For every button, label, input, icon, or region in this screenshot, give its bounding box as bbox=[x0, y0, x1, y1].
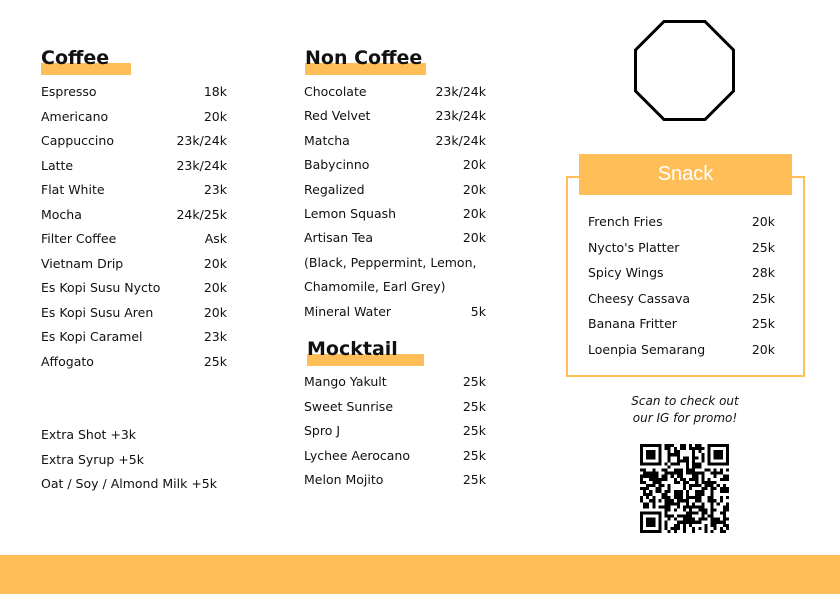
menu-item-price: 20k bbox=[751, 341, 775, 357]
menu-item bbox=[41, 256, 227, 271]
menu-item bbox=[304, 84, 486, 99]
menu-item-name: Spicy Wings bbox=[588, 265, 664, 280]
menu-item-name: Mineral Water bbox=[304, 303, 392, 319]
menu-item-price: 20k bbox=[203, 280, 227, 295]
non-coffee-title: Non Coffee bbox=[305, 47, 423, 69]
menu-item-name: Artisan Tea bbox=[304, 230, 373, 246]
menu-item bbox=[41, 280, 227, 295]
menu-item-price: 28k bbox=[751, 265, 775, 280]
menu-item bbox=[588, 316, 775, 331]
octagon-logo-icon bbox=[634, 20, 735, 121]
menu-item-name: Sweet Sunrise bbox=[304, 398, 394, 414]
menu-item bbox=[588, 240, 775, 255]
menu-item-name: Cheesy Cassava bbox=[588, 290, 691, 306]
coffee-title: Coffee bbox=[41, 47, 110, 69]
menu-item-name: Es Kopi Susu Nycto bbox=[41, 280, 161, 295]
menu-item-name: Loenpia Semarang bbox=[588, 341, 706, 357]
menu-item-price: 20k bbox=[462, 181, 486, 197]
menu-item bbox=[41, 207, 227, 222]
menu-item-name: Lychee Aerocano bbox=[304, 447, 410, 463]
menu-item bbox=[304, 230, 486, 245]
menu-item-name: Chamomile, Earl Grey) bbox=[304, 279, 446, 295]
menu-item-name: Red Velvet bbox=[304, 108, 371, 124]
menu-item bbox=[304, 423, 486, 438]
menu-item bbox=[41, 158, 227, 173]
menu-item-price: 5k bbox=[470, 303, 486, 319]
menu-item-price: 18k bbox=[203, 84, 227, 99]
menu-item-name: Nycto's Platter bbox=[588, 239, 680, 255]
menu-item bbox=[304, 374, 486, 389]
menu-item bbox=[588, 291, 775, 306]
menu-item-price: 25k bbox=[751, 239, 775, 255]
menu-item bbox=[304, 157, 486, 172]
non-coffee-heading bbox=[305, 47, 422, 69]
menu-item-name: Mango Yakult bbox=[304, 374, 387, 389]
menu-item bbox=[588, 214, 775, 229]
menu-item-price: 23k bbox=[203, 182, 227, 197]
menu-item-name: Es Kopi Susu Aren bbox=[41, 304, 154, 320]
menu-item-price: 20k bbox=[203, 304, 227, 320]
menu-item-name: Latte bbox=[41, 157, 74, 173]
menu-item-price: 25k bbox=[751, 290, 775, 306]
menu-item-price: 23k bbox=[203, 329, 227, 344]
menu-item bbox=[588, 265, 775, 280]
menu-item-price: 23k/24k bbox=[435, 108, 486, 124]
menu-item bbox=[304, 108, 486, 123]
menu-item-price: 25k bbox=[462, 374, 486, 389]
menu-item-name: Vietnam Drip bbox=[41, 255, 124, 271]
promo-text-line-1: Scan to check out bbox=[631, 394, 739, 408]
menu-item-name: Melon Mojito bbox=[304, 472, 384, 487]
menu-item bbox=[304, 182, 486, 197]
menu-item bbox=[588, 342, 775, 357]
menu-item-name: Es Kopi Caramel bbox=[41, 329, 143, 344]
menu-item bbox=[41, 329, 227, 344]
milk-option-note: Oat / Soy / Almond Milk +5k bbox=[41, 476, 217, 491]
menu-item-name: Flat White bbox=[41, 182, 105, 197]
menu-item-name: Espresso bbox=[41, 84, 97, 99]
coffee-heading bbox=[41, 47, 109, 69]
menu-item bbox=[41, 231, 227, 246]
menu-item bbox=[41, 182, 227, 197]
menu-item-price: 20k bbox=[751, 214, 775, 229]
menu-item-price: 25k bbox=[462, 423, 486, 438]
mocktail-heading bbox=[307, 338, 398, 360]
menu-item-price: 23k/24k bbox=[435, 84, 486, 99]
menu-item-price: 23k/24k bbox=[176, 133, 227, 148]
snack-title-tab bbox=[579, 154, 792, 195]
menu-item-price: 20k bbox=[462, 157, 486, 173]
menu-item bbox=[304, 304, 486, 319]
menu-item bbox=[304, 206, 486, 221]
menu-item-price: 20k bbox=[203, 108, 227, 124]
menu-item-name: Regalized bbox=[304, 181, 365, 197]
menu-item-price: 20k bbox=[462, 230, 486, 246]
menu-item-price: 25k bbox=[203, 353, 227, 369]
menu-item-price: Ask bbox=[204, 231, 227, 246]
menu-item-name: French Fries bbox=[588, 214, 663, 229]
menu-item bbox=[41, 84, 227, 99]
menu-item-price: 24k/25k bbox=[176, 206, 227, 222]
menu-item-name: Matcha bbox=[304, 132, 350, 148]
menu-item-name: (Black, Peppermint, Lemon, bbox=[304, 254, 477, 270]
qr-code-icon[interactable] bbox=[640, 444, 729, 533]
menu-item bbox=[304, 133, 486, 148]
menu-item bbox=[41, 133, 227, 148]
menu-item-name: Chocolate bbox=[304, 84, 367, 99]
mocktail-title: Mocktail bbox=[307, 338, 398, 360]
menu-item bbox=[41, 354, 227, 369]
menu-item-name: Americano bbox=[41, 108, 109, 124]
menu-item-price: 25k bbox=[462, 447, 486, 463]
menu-item bbox=[304, 255, 486, 270]
menu-item-name: Lemon Squash bbox=[304, 206, 397, 221]
menu-item-price: 25k bbox=[751, 316, 775, 331]
menu-item-name: Babycinno bbox=[304, 157, 370, 173]
snack-title: Snack bbox=[657, 163, 714, 185]
menu-item-price: 20k bbox=[462, 206, 486, 221]
footer-accent-band bbox=[0, 555, 840, 594]
menu-item-name: Cappuccino bbox=[41, 133, 114, 148]
menu-item-name: Banana Fritter bbox=[588, 316, 677, 331]
menu-item bbox=[304, 399, 486, 414]
menu-item-price: 25k bbox=[462, 398, 486, 414]
menu-item-price: 23k/24k bbox=[435, 132, 486, 148]
extra-syrup-note: Extra Syrup +5k bbox=[41, 452, 144, 467]
menu-item-name: Mocha bbox=[41, 206, 82, 222]
promo-text-line-2: our IG for promo! bbox=[632, 411, 738, 425]
menu-item-name: Spro J bbox=[304, 423, 341, 438]
menu-item bbox=[304, 279, 486, 294]
menu-item-name: Affogato bbox=[41, 353, 94, 369]
menu-item bbox=[304, 448, 486, 463]
extra-shot-note: Extra Shot +3k bbox=[41, 427, 137, 442]
menu-item bbox=[304, 472, 486, 487]
menu-item bbox=[41, 305, 227, 320]
menu-item-price: 25k bbox=[462, 472, 486, 487]
menu-item-price: 20k bbox=[203, 255, 227, 271]
menu-item-price: 23k/24k bbox=[176, 157, 227, 173]
menu-item-name: Filter Coffee bbox=[41, 231, 117, 246]
menu-item bbox=[41, 109, 227, 124]
